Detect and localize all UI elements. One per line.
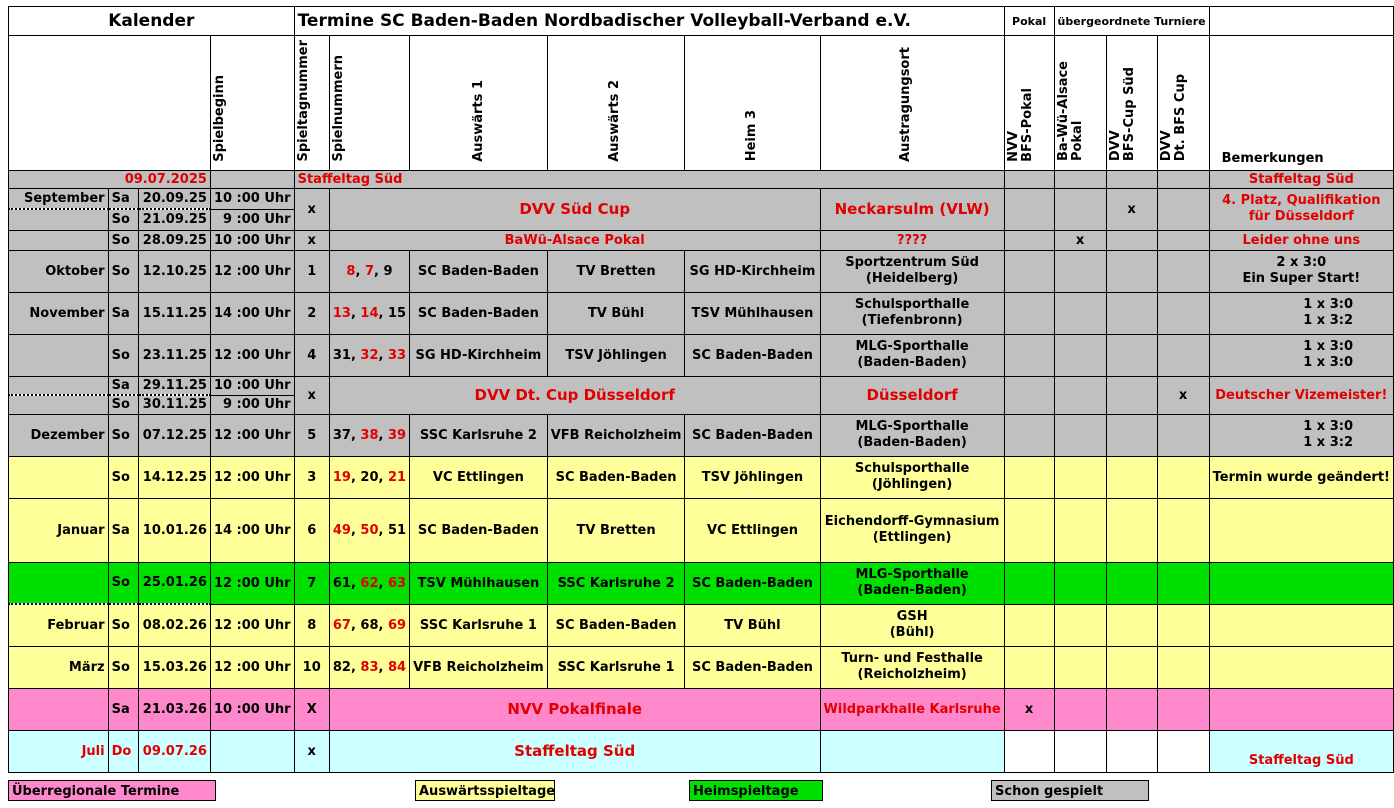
row-remark: Termin wurde geändert! — [1209, 456, 1393, 498]
col-auswaerts2: Auswärts 2 — [547, 36, 685, 171]
table-row: Sa 21.03.26 10 :00 Uhr X NVV Pokalfinale Wildparkhalle Karlsruhe x — [9, 688, 1394, 730]
table-row: September Sa 20.09.25 10 :00 Uhr x DVV Süd Cup Neckarsulm (VLW) x 4. Platz, Qualifikation für Düsseldorf — [9, 188, 1394, 209]
table-row: So 23.11.25 12 :00 Uhr 4 31, 32, 33 SG HD-Kirchheim TSV Jöhlingen SC Baden-Baden MLG-Sporthalle (Baden-Baden) 1 x 3:0 1 x 3:0 — [9, 334, 1394, 376]
table-row: Sa 29.11.25 10 :00 Uhr x DVV Dt. Cup Düsseldorf Düsseldorf x Deutscher Vizemeister! — [9, 376, 1394, 395]
row-date: 09.07.2025 — [9, 170, 211, 188]
col-spieltagnummer: Spieltagnummer — [294, 36, 329, 171]
row-event: NVV Pokalfinale — [329, 688, 820, 730]
col-bemerkungen: Bemerkungen — [1209, 36, 1393, 171]
mark-nvv: x — [1004, 688, 1054, 730]
row-remark: Deutscher Vizemeister! — [1209, 376, 1393, 414]
legend-auswaerts: Auswärtsspieltage — [415, 780, 555, 801]
legend-heim: Heimspieltage — [689, 780, 823, 801]
col-spielnummern: Spielnummern — [329, 36, 409, 171]
table-row: Oktober So 12.10.25 12 :00 Uhr 1 8, 7, 9 SC Baden-Baden TV Bretten SG HD-Kirchheim Sportzentrum Süd (Heidelberg) 2 x 3:0 Ein Super Start! — [9, 250, 1394, 292]
col-heim3: Heim 3 — [685, 36, 820, 171]
date-header-empty — [9, 36, 211, 171]
col-spielbeginn: Spielbeginn — [210, 36, 294, 171]
table-row: November Sa 15.11.25 14 :00 Uhr 2 13, 14, 15 SC Baden-Baden TV Bühl TSV Mühlhausen Schulsporthalle (Tiefenbronn) 1 x 3:0 1 x 3:2 — [9, 292, 1394, 334]
header-row — [9, 7, 1394, 36]
row-event: DVV Süd Cup — [329, 188, 820, 230]
legend-gespielt: Schon gespielt — [991, 780, 1149, 801]
table-row: März So 15.03.26 12 :00 Uhr 10 82, 83, 84 VFB Reicholzheim SSC Karlsruhe 1 SC Baden-Baden Turn- und Festhalle (Reicholzheim) — [9, 646, 1394, 688]
row-event: DVV Dt. Cup Düsseldorf — [329, 376, 820, 414]
pokal-header: Pokal — [1004, 7, 1054, 36]
turniere-header: übergeordnete Turniere — [1054, 7, 1209, 36]
legend-ueberregional: Überregionale Termine — [8, 780, 216, 801]
table-row: Januar Sa 10.01.26 14 :00 Uhr 6 49, 50, 51 SC Baden-Baden TV Bretten VC Ettlingen Eichendorff-Gymnasium (Ettlingen) — [9, 498, 1394, 562]
col-auswaerts1: Auswärts 1 — [410, 36, 548, 171]
table-row: So 14.12.25 12 :00 Uhr 3 19, 20, 21 VC Ettlingen SC Baden-Baden TSV Jöhlingen Schulsporthalle (Jöhlingen) Termin wurde geändert! — [9, 456, 1394, 498]
kalender-header: Kalender — [9, 7, 295, 36]
row-month: September — [9, 188, 109, 209]
col-austragungsort: Austragungsort — [820, 36, 1004, 171]
schedule-table: Kalender Termine SC Baden-Baden Nordbadischer Volleyball-Verband e.V. Pokal übergeordnete Turniere Spielbeginn Spieltagnummer Spielnummern Auswärts 1 Auswärts 2 Heim 3 Austragungsort NVV BFS-Pokal Ba-Wü-Alsace Pokal DVV BFS-Cup Süd DVV Dt. BFS Cup Bemerkungen 09.07.2025 Staffeltag Süd Staffeltag Süd September Sa 20.09.25 10 :00 Uhr x DVV Süd Cup Neckarsulm (VLW) x 4. Platz, Qualifikation für Düsseldorf So 21.09.25 9 :00 Uhr So 28.09.25 10 :00 Uhr x BaWü-Alsace Pokal ???? x Leider ohne uns Oktober So 12.10.25 12 :00 Uhr 1 8, 7, 9 SC Baden-Baden TV Bretten SG HD-Kirchheim Sportzentrum Süd (Heidelberg) 2 x 3:0 Ein Super Start! November Sa 15.11.25 14 :00 Uhr 2 13, 14, 15 SC Baden-Baden TV Bühl TSV Mühlhausen Schulsporthalle (Tiefenbronn) 1 x 3:0 1 x 3:2 So 23.11.25 12 :00 Uhr 4 31, 32, 33 SG HD-Kirchheim TSV Jöhlingen SC Baden-Baden MLG-Sporthalle (Baden-Baden) 1 x 3:0 1 x 3:0 Sa 29.11.25 10 :00 Uhr x DVV Dt. Cup Düsseldorf Düsseldorf x Deutscher Vizemeister! So 30.11.25 9 :00 Uhr Dezember So 07.12.25 12 :00 Uhr 5 37, 38, 39 SSC Karlsruhe 2 VFB Reicholzheim SC Baden-Baden MLG-Sporthalle (Baden-Baden) 1 x 3:0 1 x 3:2 So 14.12.25 12 :00 Uhr 3 19, 20, 21 VC Ettlingen SC Baden-Baden TSV Jöhlingen Schulsporthalle (Jöhlingen) Termin wurde geändert! Januar Sa 10.01.26 14 :00 Uhr 6 49, 50, 51 SC Baden-Baden TV Bretten VC Ettlingen Eichendorff-Gymnasium (Ettlingen) So 25.01.26 12 :00 Uhr 7 61, 62, 63 TSV Mühlhausen SSC Karlsruhe 2 SC Baden-Baden MLG-Sporthalle (Baden-Baden) Februar So 08.02.26 12 :00 Uhr 8 67, 68, 69 SSC Karlsruhe 1 SC Baden-Baden TV Bühl GSH (Bühl) März So 15.03.26 12 :00 Uhr 10 82, 83, 84 VFB Reicholzheim SSC Karlsruhe 1 SC Baden-Baden Turn- und Festhalle (Reicholzheim) Sa 21.03.26 10 :00 Uhr X NVV Pokalfinale Wildparkhalle Karlsruhe x Juli Do 09.07.26 x Staffeltag Süd Staffeltag Süd — [8, 6, 1394, 773]
page-title: Termine SC Baden-Baden Nordbadischer Volleyball-Verband e.V. — [294, 7, 1004, 36]
mark-dvv-sued: x — [1106, 188, 1157, 230]
column-header-row — [9, 36, 1394, 171]
table-row: Juli Do 09.07.26 x Staffeltag Süd Staffeltag Süd — [9, 730, 1394, 772]
table-row: So 25.01.26 12 :00 Uhr 7 61, 62, 63 TSV Mühlhausen SSC Karlsruhe 2 SC Baden-Baden MLG-Sporthalle (Baden-Baden) — [9, 562, 1394, 604]
row-event: Staffeltag Süd — [294, 170, 1004, 188]
row-remark: Leider ohne uns — [1209, 230, 1393, 250]
mark-dvv-dt: x — [1157, 376, 1209, 414]
col-dvv-dt: DVV Dt. BFS Cup — [1157, 36, 1209, 171]
header-empty — [1209, 7, 1393, 36]
table-row — [9, 170, 1394, 188]
table-row: Februar So 08.02.26 12 :00 Uhr 8 67, 68, 69 SSC Karlsruhe 1 SC Baden-Baden TV Bühl GSH (Bühl) — [9, 604, 1394, 646]
mark-bawue: x — [1054, 230, 1106, 250]
col-bawue: Ba-Wü-Alsace Pokal — [1054, 36, 1106, 171]
col-dvv-sued: DVV BFS-Cup Süd — [1106, 36, 1157, 171]
row-event: Staffeltag Süd — [329, 730, 820, 772]
row-remark: Staffeltag Süd — [1209, 170, 1393, 188]
table-row: Dezember So 07.12.25 12 :00 Uhr 5 37, 38, 39 SSC Karlsruhe 2 VFB Reicholzheim SC Baden-Baden MLG-Sporthalle (Baden-Baden) 1 x 3:0 1 x 3:2 — [9, 414, 1394, 456]
row-event: BaWü-Alsace Pokal — [329, 230, 820, 250]
table-row: So 28.09.25 10 :00 Uhr x BaWü-Alsace Pokal ???? x Leider ohne uns — [9, 230, 1394, 250]
row-remark: Staffeltag Süd — [1209, 730, 1393, 772]
row-remark: 4. Platz, Qualifikation für Düsseldorf — [1209, 188, 1393, 230]
col-nvv: NVV BFS-Pokal — [1004, 36, 1054, 171]
row-time — [210, 170, 294, 188]
